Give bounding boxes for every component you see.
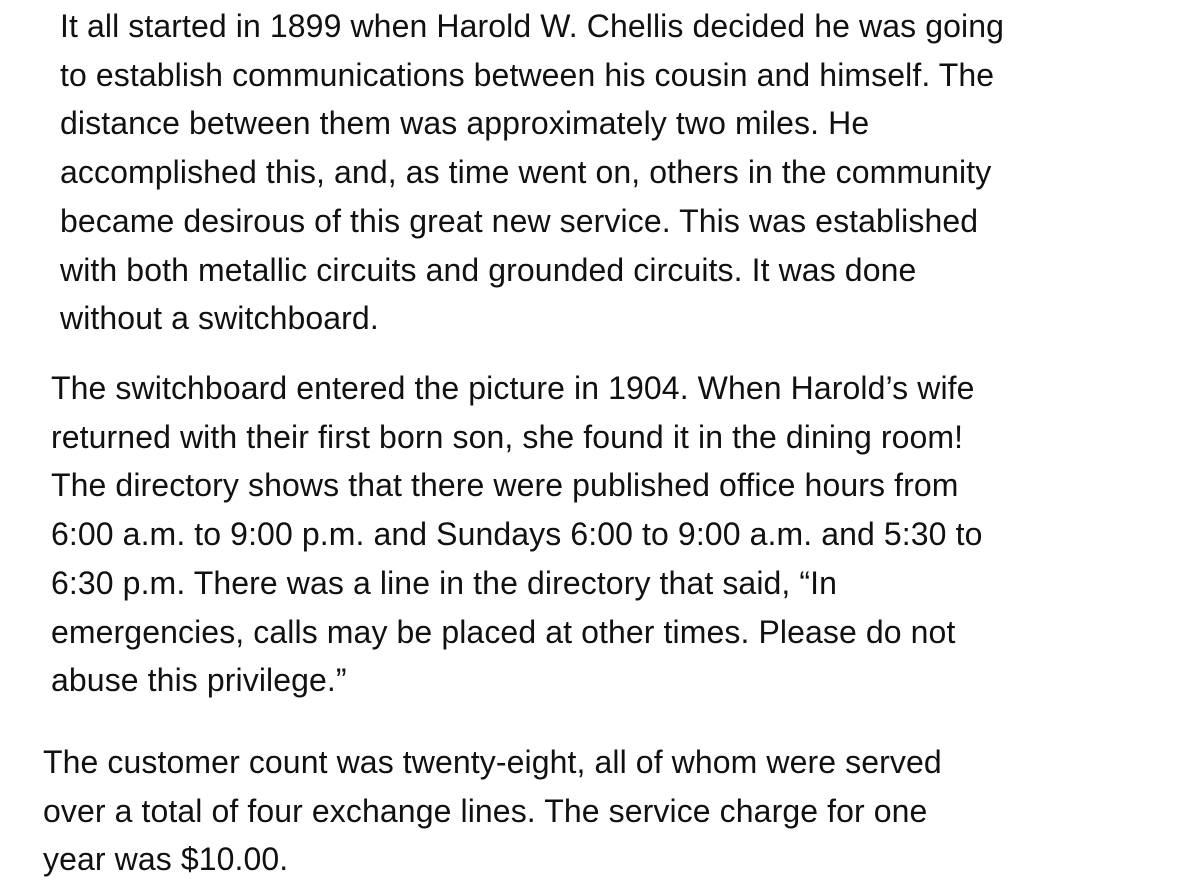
paragraph-origins [60,2,1004,343]
text-line: The customer count was twenty-eight, all of whom were served [43,744,942,780]
text-line: The switchboard entered the picture in 1904. When Harold’s wife [51,370,975,406]
text-line: became desirous of this great new service. This was established [60,202,979,239]
text-line: to establish communications between his cousin and himself. The [60,56,995,93]
text-line: returned with their first born son, she found it in the dining room! [51,418,964,455]
text-line: emergencies, calls may be placed at other times. Please do not [51,613,956,650]
text-line: over a total of four exchange lines. The service charge for one [43,792,928,829]
text-line: with both metallic circuits and grounded circuits. It was done [60,251,917,288]
paragraph-switchboard [51,364,982,705]
text-line: 6:00 a.m. to 9:00 p.m. and Sundays 6:00 to 9:00 a.m. and 5:30 to [51,516,983,553]
text-line: abuse this privilege.” [51,662,347,699]
text-line: distance between them was approximately two miles. He [60,105,870,142]
text-line: year was $10.00. [43,841,289,878]
text-line: without a switchboard. [60,300,379,337]
text-line: accomplished this, and, as time went on, others in the community [60,154,992,191]
text-line: 6:30 p.m. There was a line in the directory that said, “In [51,564,838,601]
text-line: The directory shows that there were published office hours from [51,467,959,504]
text-line: It all started in 1899 when Harold W. Chellis decided he was going [60,8,1005,44]
paragraph-customer-count [43,738,942,884]
